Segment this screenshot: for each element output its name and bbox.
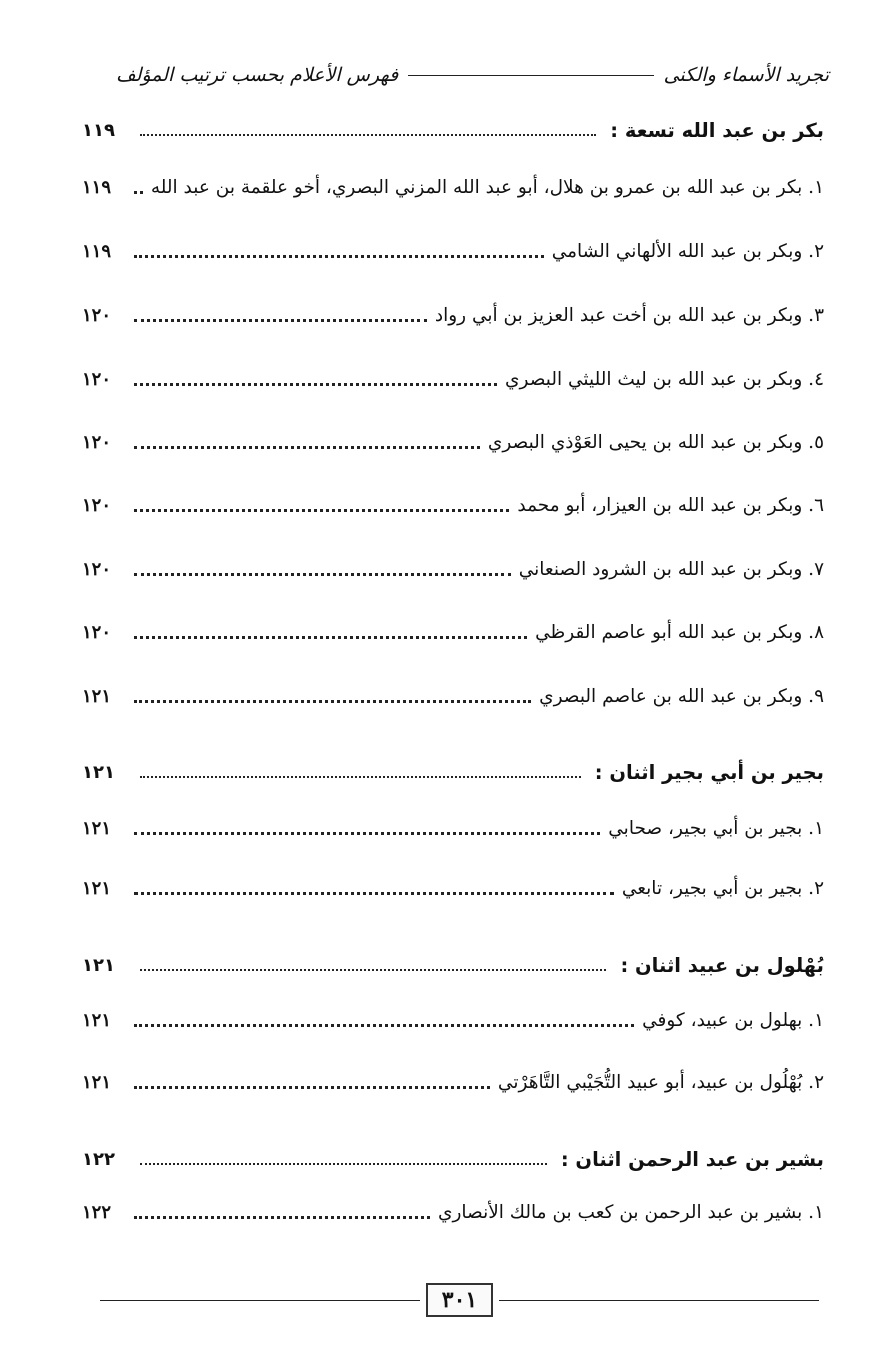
dot-leader (140, 134, 596, 136)
dot-leader (134, 700, 531, 703)
entry-page-number: ١٢٠ (82, 368, 112, 390)
entry-text: بُهْلول بن عبيد اثنان : (620, 953, 824, 977)
entry-text: بكر بن عبد الله تسعة : (610, 118, 824, 142)
index-entry (82, 485, 824, 525)
dot-leader (134, 255, 544, 258)
dot-leader (134, 191, 143, 194)
dot-leader (134, 892, 614, 895)
dot-leader (134, 1086, 490, 1089)
entry-text: ٦. وبكر بن عبد الله بن العيزار، أبو محمد (517, 494, 824, 516)
index-group-heading (82, 110, 824, 150)
dot-leader (134, 1024, 634, 1027)
index-entry (82, 612, 824, 652)
entry-page-number: ١٢١ (82, 1009, 112, 1031)
index-entry (82, 359, 824, 399)
entry-text: ٢. وبكر بن عبد الله الألهاني الشامي (551, 240, 824, 262)
header-rule (408, 75, 653, 76)
entry-page-number: ١١٩ (82, 240, 112, 262)
dot-leader (140, 969, 606, 971)
dot-leader (134, 383, 497, 386)
entry-page-number: ١٢١ (82, 761, 115, 783)
entry-page-number: ١٢٠ (82, 494, 112, 516)
entry-text: بجير بن أبي بجير اثنان : (594, 760, 824, 784)
entry-text: ٣. وبكر بن عبد الله بن أخت عبد العزيز بن أبي رواد (434, 304, 824, 326)
entry-text: ١. بكر بن عبد الله بن عمرو بن هلال، أبو عبد الله المزني البصري، أخو علقمة بن عبد الله (150, 176, 824, 198)
index-entry (82, 1192, 824, 1232)
entry-page-number: ١٢٠ (82, 304, 112, 326)
entry-text: ٢. بجير بن أبي بجير، تابعي (621, 877, 824, 899)
dot-leader (134, 319, 427, 322)
index-group-heading (82, 945, 824, 985)
running-header (116, 58, 829, 92)
entry-page-number: ١٢٠ (82, 558, 112, 580)
entry-page-number: ١٢١ (82, 1071, 112, 1093)
footer-rule-right (499, 1300, 819, 1301)
index-entry (82, 1000, 824, 1040)
dot-leader (134, 573, 511, 576)
entry-text: ٩. وبكر بن عبد الله بن عاصم البصري (539, 685, 824, 707)
entry-text: ٧. وبكر بن عبد الله بن الشرود الصنعاني (518, 558, 824, 580)
dot-leader (134, 636, 527, 639)
entry-page-number: ١٢١ (82, 877, 112, 899)
entry-text: بشير بن عبد الرحمن اثنان : (560, 1147, 824, 1171)
index-entry (82, 1062, 824, 1102)
page-footer (100, 1278, 819, 1322)
entry-page-number: ١٢٠ (82, 621, 112, 643)
index-entry (82, 167, 824, 207)
entry-text: ١. بشير بن عبد الرحمن بن كعب بن مالك الأنصاري (437, 1201, 824, 1223)
header-book-title: تجريد الأسماء والكنى (663, 64, 829, 86)
entry-text: ١. بجير بن أبي بجير، صحابي (608, 817, 824, 839)
entry-page-number: ١٢١ (82, 685, 112, 707)
index-entry (82, 231, 824, 271)
entry-text: ٤. وبكر بن عبد الله بن ليث الليثي البصري (505, 368, 824, 390)
entry-text: ٥. وبكر بن عبد الله بن يحيى العَوْذي البصري (487, 431, 824, 453)
dot-leader (134, 1216, 430, 1219)
entry-page-number: ١٢١ (82, 817, 112, 839)
entry-page-number: ١٢١ (82, 954, 115, 976)
entry-text: ١. بهلول بن عبيد، كوفي (642, 1009, 824, 1031)
index-entry (82, 676, 824, 716)
index-entry (82, 808, 824, 848)
index-entry (82, 868, 824, 908)
entry-page-number: ١٢٠ (82, 431, 112, 453)
footer-rule-left (100, 1300, 420, 1301)
index-group-heading (82, 1139, 824, 1179)
entry-page-number: ١٢٢ (82, 1148, 115, 1170)
page-number: ٣٠١ (426, 1283, 493, 1317)
dot-leader (134, 832, 600, 835)
entry-page-number: ١١٩ (82, 119, 115, 141)
entry-text: ٢. بُهْلُول بن عبيد، أبو عبيد التُّجَيْبي التَّاهَرْتي (497, 1071, 824, 1093)
entry-page-number: ١١٩ (82, 176, 112, 198)
entry-text: ٨. وبكر بن عبد الله أبو عاصم القرظي (535, 621, 824, 643)
index-group-heading (82, 752, 824, 792)
dot-leader (134, 509, 509, 512)
dot-leader (140, 776, 581, 778)
entry-page-number: ١٢٢ (82, 1201, 112, 1223)
dot-leader (134, 446, 480, 449)
header-section-title: فهرس الأعلام بحسب ترتيب المؤلف (116, 64, 399, 86)
dot-leader (140, 1163, 547, 1165)
index-entry (82, 295, 824, 335)
index-entry (82, 422, 824, 462)
index-entry (82, 549, 824, 589)
